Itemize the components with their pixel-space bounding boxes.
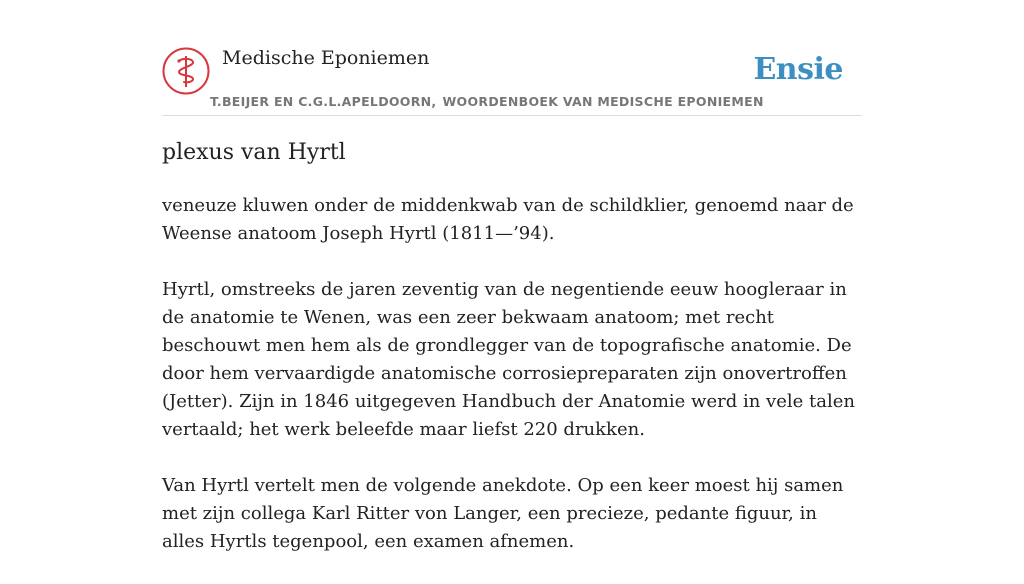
caduceus-icon[interactable] bbox=[162, 47, 210, 95]
source-name[interactable]: WOORDENBOEK VAN MEDISCHE EPONIEMEN bbox=[442, 94, 764, 109]
definition-paragraph: Van Hyrtl vertelt men de volgende anekdote. Op een keer moest hij samen met zijn collega Karl Ritter von Langer, een precieze, pedante figuur, in alles Hyrtls tegenpool, een examen afnemen. bbox=[162, 475, 844, 552]
site-header bbox=[162, 44, 862, 116]
book-title[interactable]: Medische Eponiemen bbox=[222, 47, 430, 69]
header-divider bbox=[162, 115, 862, 116]
entry-term: plexus van Hyrtl bbox=[162, 140, 346, 165]
entry-definition bbox=[162, 192, 862, 584]
ensie-logo-link[interactable]: Ensie bbox=[753, 52, 843, 87]
author-names[interactable]: T.BEIJER EN C.G.L.APELDOORN, bbox=[210, 94, 437, 109]
definition-paragraph: Hyrtl, omstreeks de jaren zeventig van de negentiende eeuw hoogleraar in de anatomie te Wenen, was een zeer bekwaam anatoom; met recht beschouwt men hem als de grondlegger van de topografische anatomie. De door hem vervaardigde anatomische corrosiepreparaten zijn onovertroffen (Jetter). Zijn in 1846 uitgegeven Handbuch der Anatomie werd in vele talen vertaald; het werk beleefde maar liefst 220 drukken. bbox=[162, 279, 855, 440]
source-byline bbox=[210, 94, 764, 109]
definition-paragraph: veneuze kluwen onder de middenkwab van de schildklier, genoemd naar de Weense anatoom Joseph Hyrtl (1811—’94). bbox=[162, 195, 854, 244]
